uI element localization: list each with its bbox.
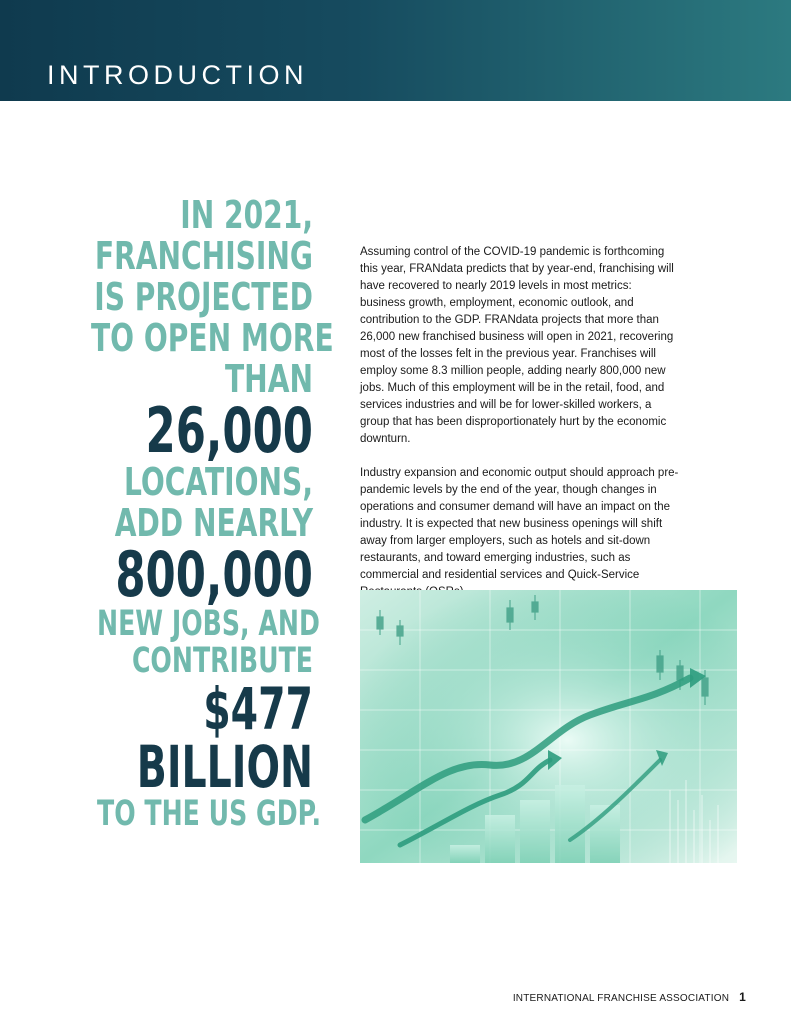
callout-line: ADD NEARLY <box>114 501 313 545</box>
callout-line: TO OPEN MORE <box>91 316 334 360</box>
body-text <box>360 244 680 618</box>
body-paragraph: Industry expansion and economic output should approach pre-pandemic levels by the end of the year, though changes in operations and consumer demand will have an impact on the industry. It is expected that new business openings will shift away from larger employers, such as hotels and sit-down restaurants, and toward emerging industries, such as commercial and residential services and Quick-Service <box>360 467 679 581</box>
callout-line: THAN <box>224 357 313 401</box>
page-number: 1 <box>739 990 746 1004</box>
callout-line: TO THE US GDP. <box>96 794 322 834</box>
section-title: INTRODUCTION <box>47 60 308 90</box>
callout-line: IS PROJECTED <box>94 275 313 319</box>
callout-stat-gdp: $477 <box>203 675 313 743</box>
page-footer <box>513 990 746 1004</box>
growth-chart-illustration <box>360 590 737 863</box>
callout-stat-gdp-unit: BILLION <box>136 733 313 801</box>
header-banner <box>0 0 791 101</box>
footer-organization: INTERNATIONAL FRANCHISE ASSOCIATION <box>512 993 730 1004</box>
callout-line: CONTRIBUTE <box>131 641 313 681</box>
callout-line: LOCATIONS, <box>123 460 313 504</box>
callout-stat-locations: 26,000 <box>145 394 313 467</box>
callout-line: IN 2021, <box>180 193 313 237</box>
callout-line: FRANCHISING <box>94 234 313 278</box>
callout-line: NEW JOBS, AND <box>96 604 320 644</box>
stat-callout <box>13 193 334 834</box>
callout-stat-jobs: 800,000 <box>115 538 313 611</box>
body-paragraph: Assuming control of the COVID-19 pandemic is forthcoming this year, FRANdata predicts that by year-end, franchising will have recovered to nearly 2019 levels in most metrics: business growth, employment, economic outlook, and contribution to the GDP. FRANdata projects that more than 26,000 new franchised business will open in 2021, recovering most of the losses felt in the previous year. Franchises will employ some 8.3 million people, adding nearly 800,000 new jobs. Much of this employment will be in the retail, food, and services industries and will be for lower-skilled workers, a group that has been disproportionately hurt by the economic downturn. <box>360 246 674 445</box>
growth-chart-photo <box>360 590 737 863</box>
